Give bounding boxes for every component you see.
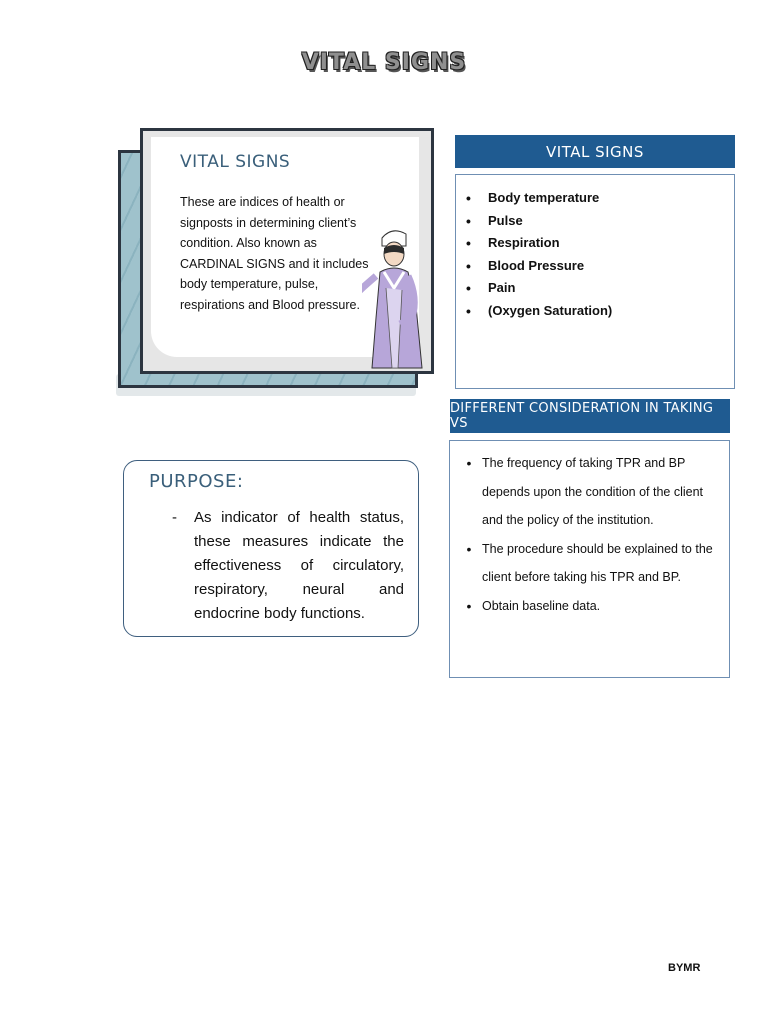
purpose-box: [123, 460, 419, 637]
bullet-icon: •: [466, 280, 471, 296]
bullet-icon: •: [466, 302, 471, 319]
bullet-icon: •: [466, 540, 472, 557]
page-title: VITAL SIGNS: [301, 50, 467, 75]
vital-signs-list: [456, 175, 734, 322]
nurse-illustration: [362, 228, 442, 370]
purpose-text: As indicator of health status, these measures indicate the effectiveness of circulatory, respiratory, neural and endocrine body functions.: [194, 509, 404, 622]
considerations-list: [450, 441, 729, 620]
bullet-icon: •: [466, 235, 471, 251]
bullet-icon: •: [466, 257, 471, 274]
footer-credit: BYMR: [668, 962, 701, 974]
list-item: • Pulse: [466, 210, 734, 233]
vital-signs-header: VITAL SIGNS: [455, 135, 735, 168]
list-item: • Blood Pressure: [466, 255, 734, 278]
bullet-icon: •: [466, 597, 472, 614]
vital-signs-illustration-board: [112, 124, 442, 404]
considerations-header: DIFFERENT CONSIDERATION IN TAKING VS: [450, 399, 730, 433]
list-item: • The procedure should be explained to the client before taking his TPR and BP.: [456, 535, 717, 592]
bullet-icon: •: [466, 212, 471, 229]
list-item: • Respiration: [466, 232, 734, 255]
list-item: • Pain: [466, 277, 734, 300]
vital-signs-list-box: [455, 174, 735, 389]
purpose-title: PURPOSE:: [149, 471, 244, 492]
board-definition-text: These are indices of health or signposts in determining client’s condition. Also known as CARDINAL SIGNS and it includes body temperature, pulse, respirations and Blood pressure.: [180, 195, 369, 312]
bullet-icon: •: [466, 455, 472, 471]
board-title: VITAL SIGNS: [180, 152, 291, 172]
list-item: • Obtain baseline data.: [456, 592, 717, 621]
bullet-icon: •: [466, 190, 471, 206]
list-item: • The frequency of taking TPR and BP depends upon the condition of the client and the policy of the institution.: [456, 449, 717, 535]
considerations-box: [449, 440, 730, 678]
list-item: • (Oxygen Saturation): [466, 300, 734, 323]
list-item: • Body temperature: [466, 187, 734, 210]
purpose-dash: -: [172, 509, 177, 526]
